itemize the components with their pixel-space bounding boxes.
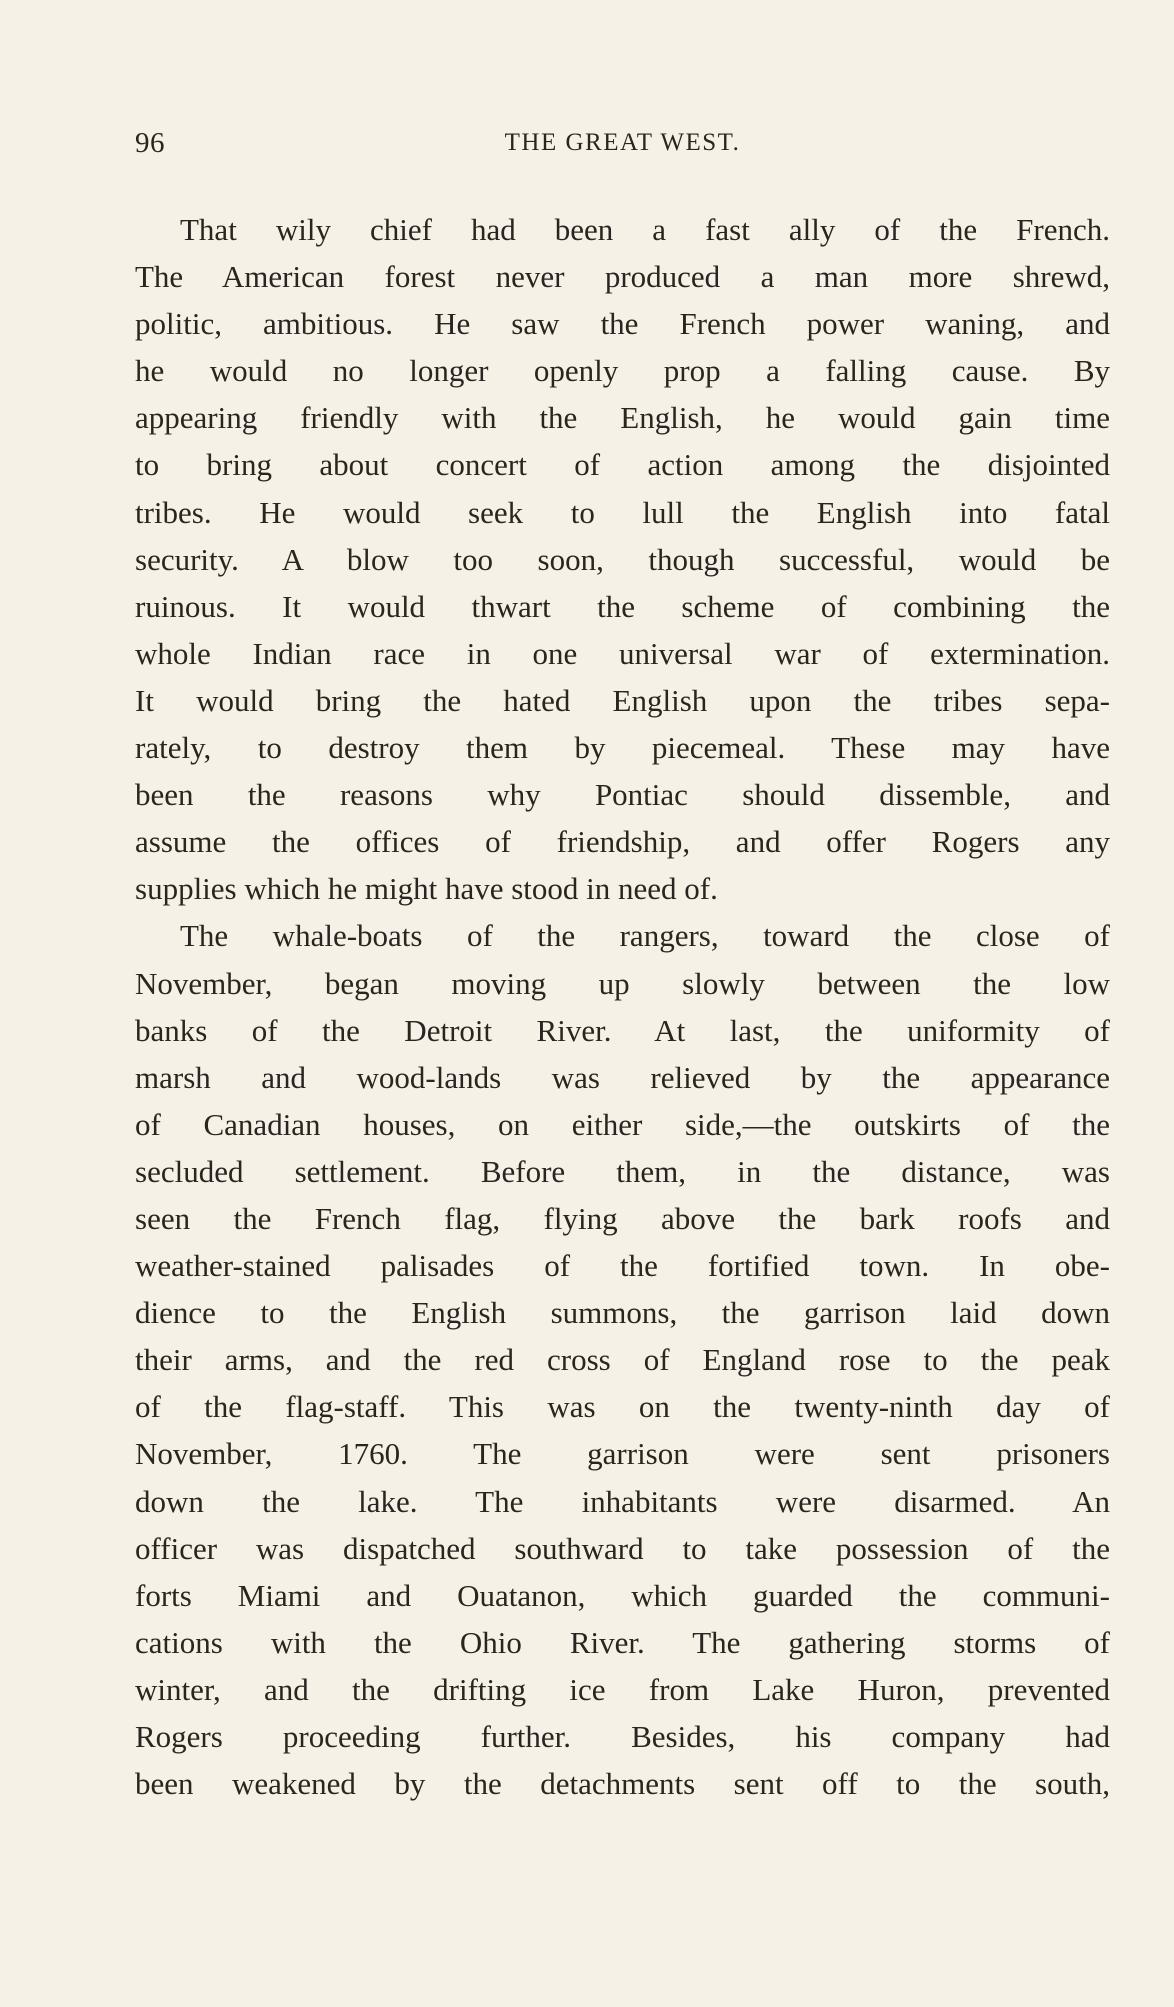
- text-line: It would bring the hated English upon the tribes sepa-: [135, 682, 1110, 718]
- text-line: of the flag-staff. This was on the twenty-ninth day of: [135, 1389, 1110, 1425]
- text-line: November, began moving up slowly between the low: [135, 965, 1110, 1001]
- text-line: rately, to destroy them by piecemeal. These may have: [135, 730, 1110, 766]
- text-line: That wily chief had been a fast ally of the French.: [180, 212, 1110, 247]
- text-line: assume the offices of friendship, and offer Rogers any: [135, 824, 1110, 860]
- text-line: whole Indian race in one universal war of extermination.: [135, 635, 1110, 671]
- running-head: THE GREAT WEST.: [504, 129, 741, 156]
- text-line: politic, ambitious. He saw the French power waning, and: [135, 306, 1110, 342]
- paragraph-1: [135, 206, 1110, 912]
- body-text: [135, 206, 1110, 1807]
- text-line: The whale-boats of the rangers, toward the close of: [180, 918, 1110, 954]
- text-line: Rogers proceeding further. Besides, his company had: [135, 1719, 1110, 1754]
- text-line: to bring about concert of action among the disjointed: [135, 447, 1110, 483]
- page-number: 96: [135, 127, 165, 159]
- text-line: of Canadian houses, on either side,—the outskirts of the: [135, 1106, 1110, 1142]
- text-line: tribes. He would seek to lull the English into fatal: [135, 494, 1110, 530]
- text-line: weather-stained palisades of the fortified town. In obe-: [135, 1248, 1110, 1284]
- text-line: dience to the English summons, the garrison laid down: [135, 1295, 1110, 1331]
- text-line: officer was dispatched southward to take possession of the: [135, 1530, 1110, 1566]
- text-line: winter, and the drifting ice from Lake Huron, prevented: [135, 1671, 1110, 1707]
- text-line: supplies which he might have stood in need of.: [135, 871, 718, 907]
- text-line: secluded settlement. Before them, in the distance, was: [135, 1153, 1110, 1189]
- text-line: forts Miami and Ouatanon, which guarded the communi-: [135, 1577, 1110, 1613]
- page-header: [135, 127, 1110, 167]
- text-line: ruinous. It would thwart the scheme of combining the: [135, 588, 1110, 624]
- text-line: security. A blow too soon, though successful, would be: [135, 541, 1110, 577]
- text-line: November, 1760. The garrison were sent prisoners: [135, 1436, 1110, 1472]
- text-line: marsh and wood-lands was relieved by the appearance: [135, 1059, 1110, 1095]
- text-line: The American forest never produced a man more shrewd,: [135, 259, 1110, 295]
- text-line: banks of the Detroit River. At last, the uniformity of: [135, 1012, 1110, 1048]
- paragraph-2: [135, 912, 1110, 1807]
- text-line: been weakened by the detachments sent off to the south,: [135, 1766, 1110, 1802]
- text-line: he would no longer openly prop a falling cause. By: [135, 353, 1110, 389]
- text-line: cations with the Ohio River. The gathering storms of: [135, 1624, 1110, 1660]
- text-line: their arms, and the red cross of England rose to the peak: [135, 1342, 1110, 1378]
- text-line: seen the French flag, flying above the bark roofs and: [135, 1200, 1110, 1236]
- text-line: appearing friendly with the English, he would gain time: [135, 400, 1110, 436]
- text-line: been the reasons why Pontiac should dissemble, and: [135, 777, 1110, 813]
- text-line: down the lake. The inhabitants were disarmed. An: [135, 1483, 1110, 1519]
